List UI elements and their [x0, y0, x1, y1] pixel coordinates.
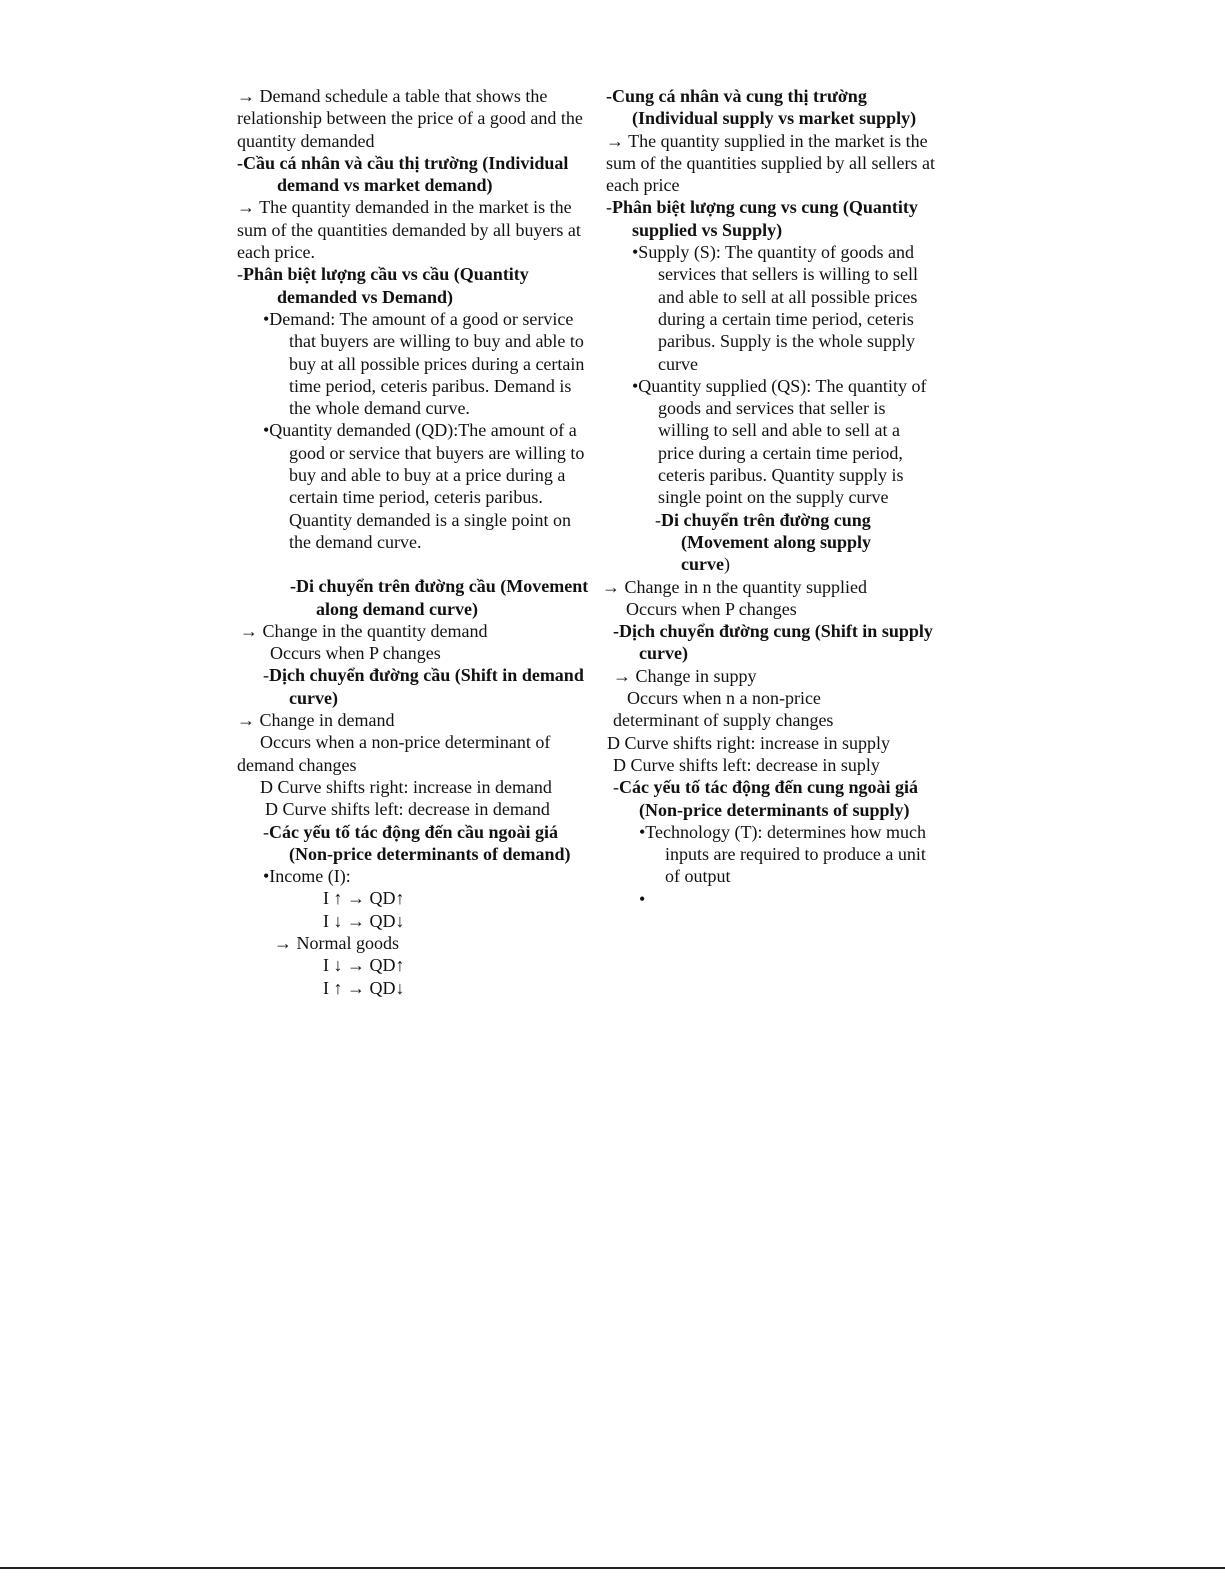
heading-dash: - [263, 665, 269, 686]
change-in-demand-text: → Change in demand [237, 710, 395, 731]
heading-quantity-supplied-vs-supply [606, 196, 936, 241]
shift-right-text: D Curve shifts right: increase in demand [260, 776, 552, 797]
bullet-empty: • [639, 888, 646, 909]
formula-income-up-qd-down: I ↑ → QD↓ [323, 977, 405, 998]
heading-individual-market-supply: -Cung cá nhân và cung thị trường (Individual supply vs market supply) [606, 86, 917, 129]
bullet-technology: •Technology (T): determines how much inputs are required to produce a unit of output [639, 821, 926, 887]
change-in-supply-text: → Change in suppy [613, 665, 757, 686]
heading-movement-along-supply [655, 509, 936, 576]
bullet-demand-definition: •Demand: The amount of a good or service that buyers are willing to buy and able to buy at all possible prices during a certain time period, ceteris paribus. Demand is the whole demand curve. [263, 308, 585, 419]
heading-quantity-demanded-vs-demand [237, 263, 589, 308]
occurs-p-changes-text: Occurs when P changes [270, 643, 441, 664]
change-quantity-supplied-text: → Change in n the quantity supplied [602, 576, 867, 597]
change-quantity-demand-text: → Change in the quantity demand [240, 620, 488, 641]
formula-income-up: I ↑ → QD↑ [323, 888, 405, 909]
heading-dash: - [263, 821, 269, 842]
occurs-non-price-supply-text: Occurs when n a non-price [627, 688, 821, 709]
heading-non-price-determinants-supply [613, 776, 936, 821]
formula-income-down-qd-up: I ↓ → QD↑ [323, 955, 405, 976]
left-column [237, 85, 589, 999]
bullet-quantity-demanded-definition: •Quantity demanded (QD):The amount of a good or service that buyers are willing to buy and able to buy at a price during a certain time period, ceteris paribus. Quantity demanded is a single point on the demand curve. [263, 420, 585, 552]
heading-text: Dịch chuyển đường cầu (Shift in demand curve) [269, 665, 584, 708]
market-demand-text: → The quantity demanded in the market is the sum of the quantities demanded by all buyers at each price. [237, 197, 581, 263]
determinant-supply-changes-text: determinant of supply changes [613, 710, 834, 731]
heading-text: Di chuyển trên đường cung (Movement along supply [661, 509, 872, 552]
formula-income-down: I ↓ → QD↓ [323, 910, 405, 931]
heading-non-price-determinants-demand [263, 821, 589, 866]
heading-dash: - [237, 264, 243, 285]
heading-text: Phân biệt lượng cầu vs cầu (Quantity demanded vs Demand) [243, 264, 529, 307]
occurs-non-price-span: Occurs when a non-price determinant of demand changes [237, 732, 551, 775]
occurs-non-price-text [237, 731, 589, 776]
heading-text-end: curve [681, 554, 724, 575]
occurs-p-changes-supply-text: Occurs when P changes [626, 598, 797, 619]
heading-text: Phân biệt lượng cung vs cung (Quantity supplied vs Supply) [612, 197, 918, 240]
heading-shift-demand [263, 664, 589, 709]
heading-dash: - [655, 509, 661, 530]
heading-dash: - [613, 777, 619, 798]
bullet-supply-definition: •Supply (S): The quantity of goods and services that sellers is willing to sell and able to sell at all possible prices during a certain time period, ceteris paribus. Supply is the whole supply curve [632, 242, 918, 374]
heading-dash: - [606, 197, 612, 218]
heading-paren: ) [723, 554, 730, 575]
heading-individual-market-demand: -Cầu cá nhân và cầu thị trường (Individual demand vs market demand) [237, 152, 569, 196]
demand-schedule-text: → Demand schedule a table that shows the relationship between the price of a good and the quantity demanded [237, 86, 583, 151]
heading-text: Các yếu tố tác động đến cầu ngoài giá (Non-price determinants of demand) [269, 821, 571, 864]
heading-movement-along-demand: -Di chuyển trên đường cầu (Movement along demand curve) [290, 576, 589, 619]
heading-text: Các yếu tố tác động đến cung ngoài giá (Non-price determinants of supply) [619, 777, 919, 820]
supply-shift-left-text: D Curve shifts left: decrease in suply [613, 754, 880, 775]
normal-goods-text: → Normal goods [274, 932, 399, 953]
market-supply-text: → The quantity supplied in the market is the sum of the quantities supplied by all sellers at each price [606, 130, 935, 196]
bullet-income: •Income (I): [263, 866, 351, 887]
bullet-quantity-supplied-definition: •Quantity supplied (QS): The quantity of goods and services that seller is willing to sell and able to sell at a price during a certain time period, ceteris paribus. Quantity supply is single point on the supply curve [632, 375, 927, 508]
page-bottom-border [0, 1567, 1225, 1569]
shift-left-text: D Curve shifts left: decrease in demand [265, 799, 550, 820]
right-column [602, 85, 936, 910]
supply-shift-right-text: D Curve shifts right: increase in supply [607, 732, 890, 753]
heading-shift-supply: -Dịch chuyển đường cung (Shift in supply curve) [613, 621, 933, 664]
